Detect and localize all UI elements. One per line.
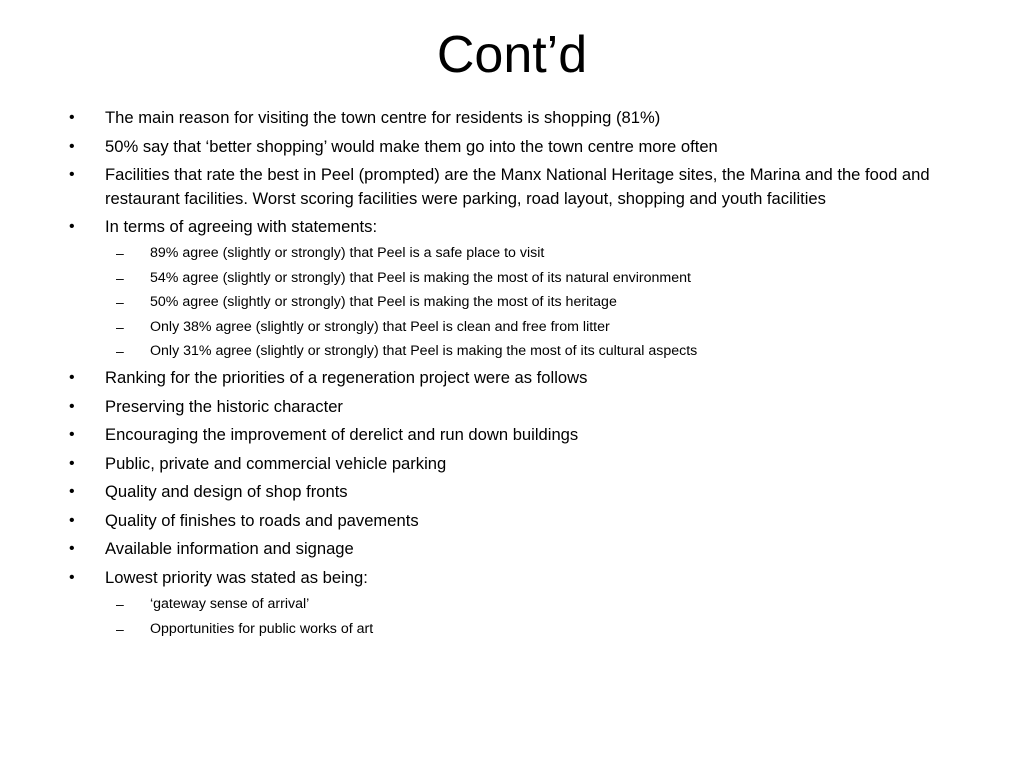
- dash-marker: –: [116, 294, 124, 311]
- list-item: [0, 135, 1024, 159]
- sub-list-item: [0, 292, 1024, 312]
- list-item: [0, 452, 1024, 476]
- sub-list-item: [0, 619, 1024, 639]
- list-item-text: Quality of finishes to roads and pavements: [105, 510, 419, 530]
- list-item-text: Public, private and commercial vehicle parking: [105, 453, 447, 473]
- sub-list-item-text: ‘gateway sense of arrival’: [150, 596, 310, 613]
- sub-list-item-text: Only 31% agree (slightly or strongly) that Peel is making the most of its cultural aspects: [150, 343, 698, 360]
- bullet-marker: •: [69, 109, 75, 126]
- bullet-list: [0, 106, 1024, 639]
- list-item-text: Lowest priority was stated as being:: [105, 567, 368, 587]
- list-item: [0, 423, 1024, 447]
- sub-list-item: [0, 317, 1024, 337]
- dash-marker: –: [116, 318, 124, 335]
- sub-list-item-text: 50% agree (slightly or strongly) that Peel is making the most of its heritage: [150, 294, 617, 311]
- bullet-marker: •: [69, 137, 75, 155]
- bullet-marker: •: [69, 426, 75, 444]
- list-item: [0, 566, 1024, 590]
- dash-marker: –: [116, 245, 124, 262]
- list-item: [0, 480, 1024, 504]
- bullet-marker: •: [69, 511, 75, 529]
- list-item: [0, 509, 1024, 533]
- dash-marker: –: [116, 596, 124, 613]
- dash-marker: –: [116, 620, 124, 637]
- list-item-text: In terms of agreeing with statements:: [105, 217, 378, 236]
- slide-title: Cont’d: [436, 26, 588, 84]
- sub-list-item: [0, 268, 1024, 288]
- sub-list-item-text: 89% agree (slightly or strongly) that Peel is a safe place to visit: [150, 245, 545, 262]
- list-item: [0, 215, 1024, 239]
- sub-list-item-text: Only 38% agree (slightly or strongly) that Peel is clean and free from litter: [150, 318, 610, 335]
- list-item-text: The main reason for visiting the town centre for residents is shopping (81%): [105, 108, 661, 127]
- sub-list-item: [0, 341, 1024, 361]
- bullet-marker: •: [69, 454, 75, 472]
- sub-list-item-text: Opportunities for public works of art: [150, 620, 374, 637]
- dash-marker: –: [116, 269, 124, 286]
- list-item: [0, 395, 1024, 419]
- sub-list-item-text: 54% agree (slightly or strongly) that Peel is making the most of its natural environment: [150, 269, 691, 286]
- bullet-marker: •: [69, 483, 75, 501]
- bullet-marker: •: [69, 568, 75, 586]
- sub-list-item: [0, 243, 1024, 263]
- list-item: [0, 106, 1024, 130]
- bullet-marker: •: [69, 540, 75, 558]
- dash-marker: –: [116, 343, 124, 360]
- list-item: [0, 163, 1024, 210]
- list-item-text: Facilities that rate the best in Peel (prompted) are the Manx National Heritage sites, the Marina and the food and restaurant facilities. Worst scoring facilities were parking, road layout, shopping and youth facilities: [105, 165, 930, 208]
- list-item: [0, 366, 1024, 390]
- list-item-text: Available information and signage: [105, 539, 354, 559]
- list-item-text: 50% say that ‘better shopping’ would make them go into the town centre more often: [105, 136, 718, 156]
- bullet-marker: •: [69, 397, 75, 415]
- bullet-marker: •: [69, 218, 75, 235]
- sub-list-item: [0, 594, 1024, 614]
- bullet-marker: •: [69, 166, 75, 183]
- list-item-text: Encouraging the improvement of derelict and run down buildings: [105, 425, 579, 445]
- bullet-marker: •: [69, 369, 75, 387]
- list-item-text: Ranking for the priorities of a regeneration project were as follows: [105, 368, 588, 388]
- list-item-text: Preserving the historic character: [105, 396, 343, 416]
- list-item-text: Quality and design of shop fronts: [105, 482, 348, 502]
- list-item: [0, 537, 1024, 561]
